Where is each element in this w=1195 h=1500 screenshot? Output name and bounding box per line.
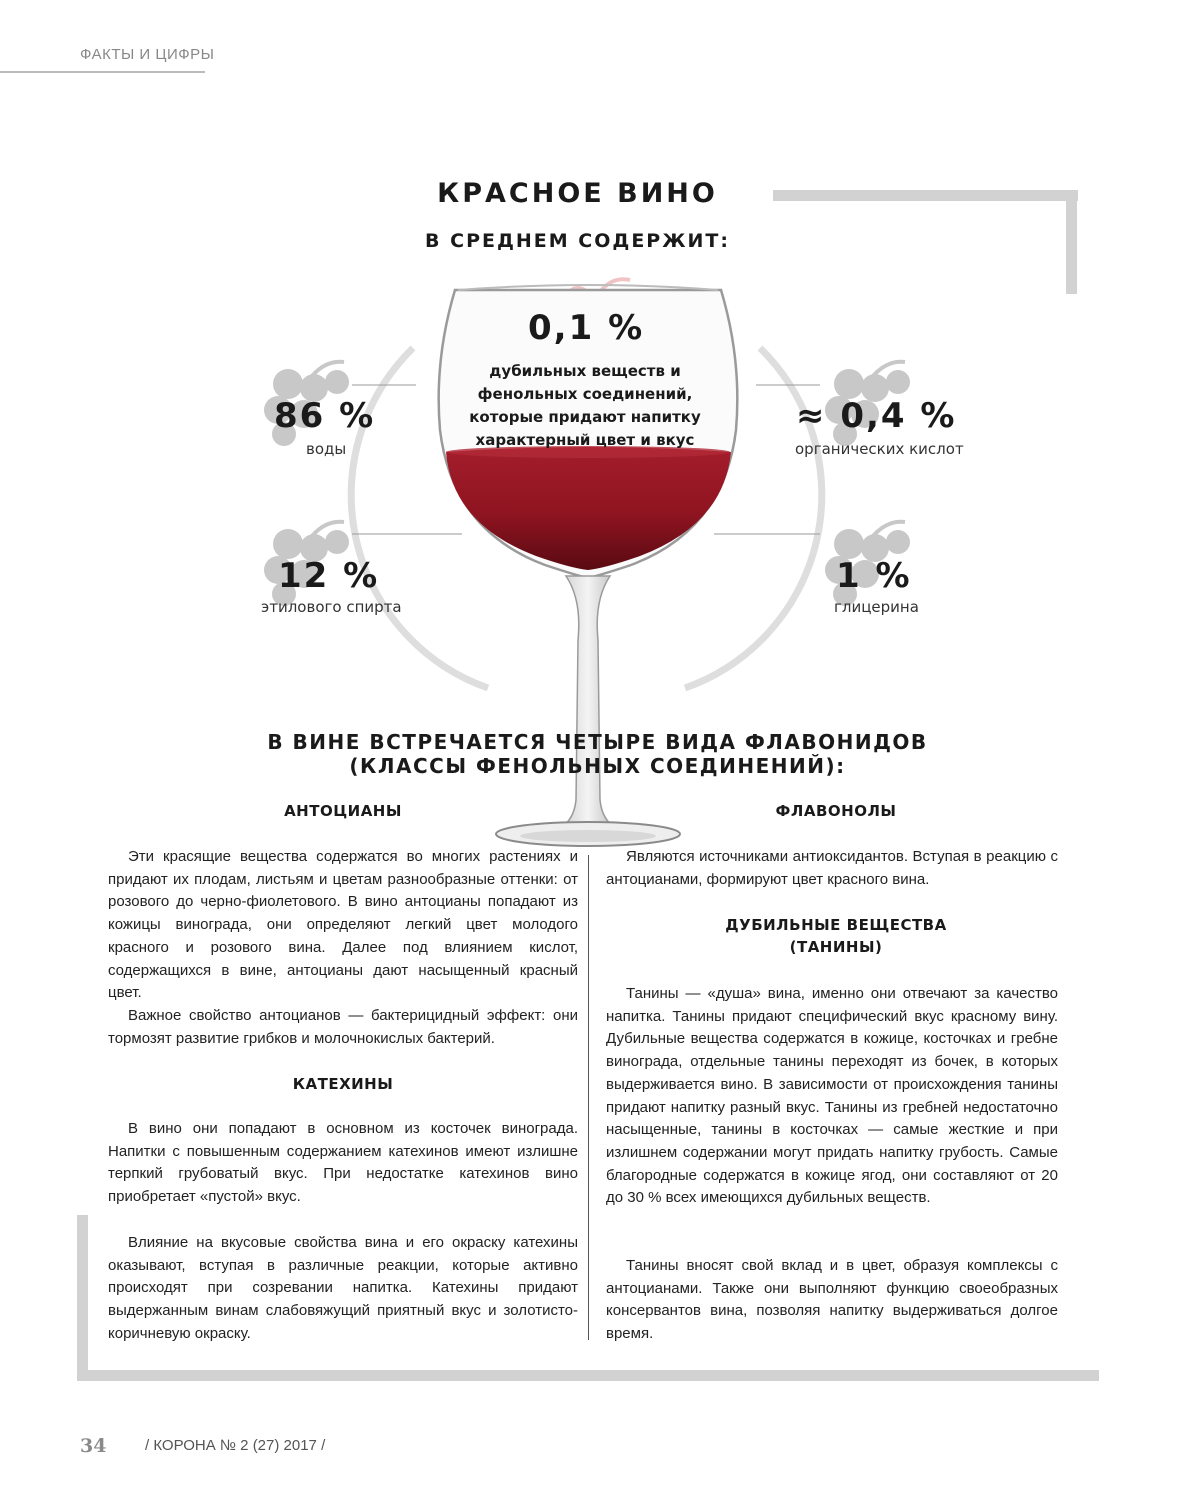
stat-ethanol-value: 12 %	[278, 556, 380, 596]
stat-tannins-label: дубильных веществ и фенольных соединений, которые придают напитку характерный цвет и вкус	[469, 362, 701, 449]
anthocyanins-heading: АНТОЦИАНЫ	[284, 802, 402, 820]
infographic-subtitle: В СРЕДНЕМ СОДЕРЖИТ:	[425, 230, 730, 252]
stat-glycerin-label: глицерина	[834, 598, 919, 616]
tannins-heading	[606, 914, 1066, 958]
magazine-issue: / КОРОНА № 2 (27) 2017 /	[145, 1437, 326, 1454]
catechins-paragraph-1	[108, 1118, 578, 1209]
stat-acids-value: ≈ 0,4 %	[796, 396, 957, 436]
anthocyanins-paragraph-1	[108, 846, 578, 1005]
flavonoids-title-line2: (КЛАССЫ ФЕНОЛЬНЫХ СОЕДИНЕНИЙ):	[349, 754, 846, 778]
tannins-p2-text: Танины вносят свой вклад и в цвет, образуя комплексы с антоцианами. Также они выполняют функцию своеобразных консервантов вина, позволяя напитку выдерживаться долгое время.	[606, 1257, 1058, 1343]
page-number: 34	[80, 1435, 107, 1457]
infographic-title: КРАСНОЕ ВИНО	[437, 178, 718, 209]
wine	[446, 447, 731, 570]
flavonoids-title	[215, 730, 980, 778]
tannins-paragraph-1	[606, 983, 1058, 1210]
catechins-heading: КАТЕХИНЫ	[292, 1075, 394, 1093]
stat-glycerin-value: 1 %	[836, 556, 912, 596]
stat-ethanol-label: этилового спирта	[261, 598, 402, 616]
flavonoids-title-line1: В ВИНЕ ВСТРЕЧАЕТСЯ ЧЕТЫРЕ ВИДА ФЛАВОНИДОВ	[267, 730, 928, 754]
flavonols-heading: ФЛАВОНОЛЫ	[775, 802, 897, 820]
catechins-paragraph-2	[108, 1232, 578, 1346]
catechins-p1-text: В вино они попадают в основном из косточек винограда. Напитки с повышенным содержанием катехинов имеют излишне терпкий грубоватый вкус. При недостатке катехинов вино приобретает «пустой» вкус.	[108, 1120, 578, 1206]
tannins-paragraph-2	[606, 1255, 1058, 1346]
stat-water-label: воды	[306, 440, 347, 458]
tannins-heading-line2: (ТАНИНЫ)	[789, 938, 883, 956]
glass-stem	[560, 576, 616, 828]
tannins-heading-line1: ДУБИЛЬНЫЕ ВЕЩЕСТВА	[725, 916, 947, 934]
anthocyanins-paragraph-2	[108, 1005, 578, 1050]
anthocyanins-p2-text: Важное свойство антоцианов — бактерицидный эффект: они тормозят развитие грибков и молочнокислых бактерий.	[108, 1007, 578, 1047]
stat-water-value: 86 %	[274, 396, 376, 436]
flavonols-p1-text: Являются источниками антиоксидантов. Вступая в реакцию с антоцианами, формируют цвет красного вина.	[606, 848, 1058, 888]
flavonols-paragraph-1	[606, 846, 1058, 891]
anthocyanins-p1-text: Эти красящие вещества содержатся во многих растениях и придают их плодам, листьям и цветам разнообразные оттенки: от розового до черно-фиолетового. В вино антоцианы попадают из кожицы винограда, они определяют легкий цвет молодого красного и розового вина. Далее под влиянием кислот, содержащихся в вине, антоцианы дают насыщенный красный цвет.	[108, 848, 578, 1002]
stat-tannins-value: 0,1 %	[528, 308, 645, 348]
column-divider	[588, 855, 589, 1340]
tannins-p1-text: Танины — «душа» вина, именно они отвечают за качество напитка. Танины придают специфический вкус красному вину. Дубильные вещества содержатся в кожице, косточках и гребне винограда, отдельные танины переходят из бочек, в которых выдерживается вино. В зависимости от происхождения танины придают напитку разный вкус. Танины из гребней недостаточно насыщенные, танины в косточках — самые жесткие и при излишнем содержании могут придать напитку грубость. Самые благородные содержатся в кожице ягод, они составляют от 20 до 30 % всех имеющихся дубильных веществ.	[606, 985, 1058, 1207]
catechins-p2-text: Влияние на вкусовые свойства вина и его окраску катехины оказывают, вступая в различные реакции, которые активно происходят при созревании напитка. Катехины придают выдержанным винам слабовяжущий приятный вкус и золотисто-коричневую окраску.	[108, 1234, 578, 1342]
stat-acids-label: органических кислот	[795, 440, 964, 458]
section-label: ФАКТЫ И ЦИФРЫ	[80, 46, 215, 63]
